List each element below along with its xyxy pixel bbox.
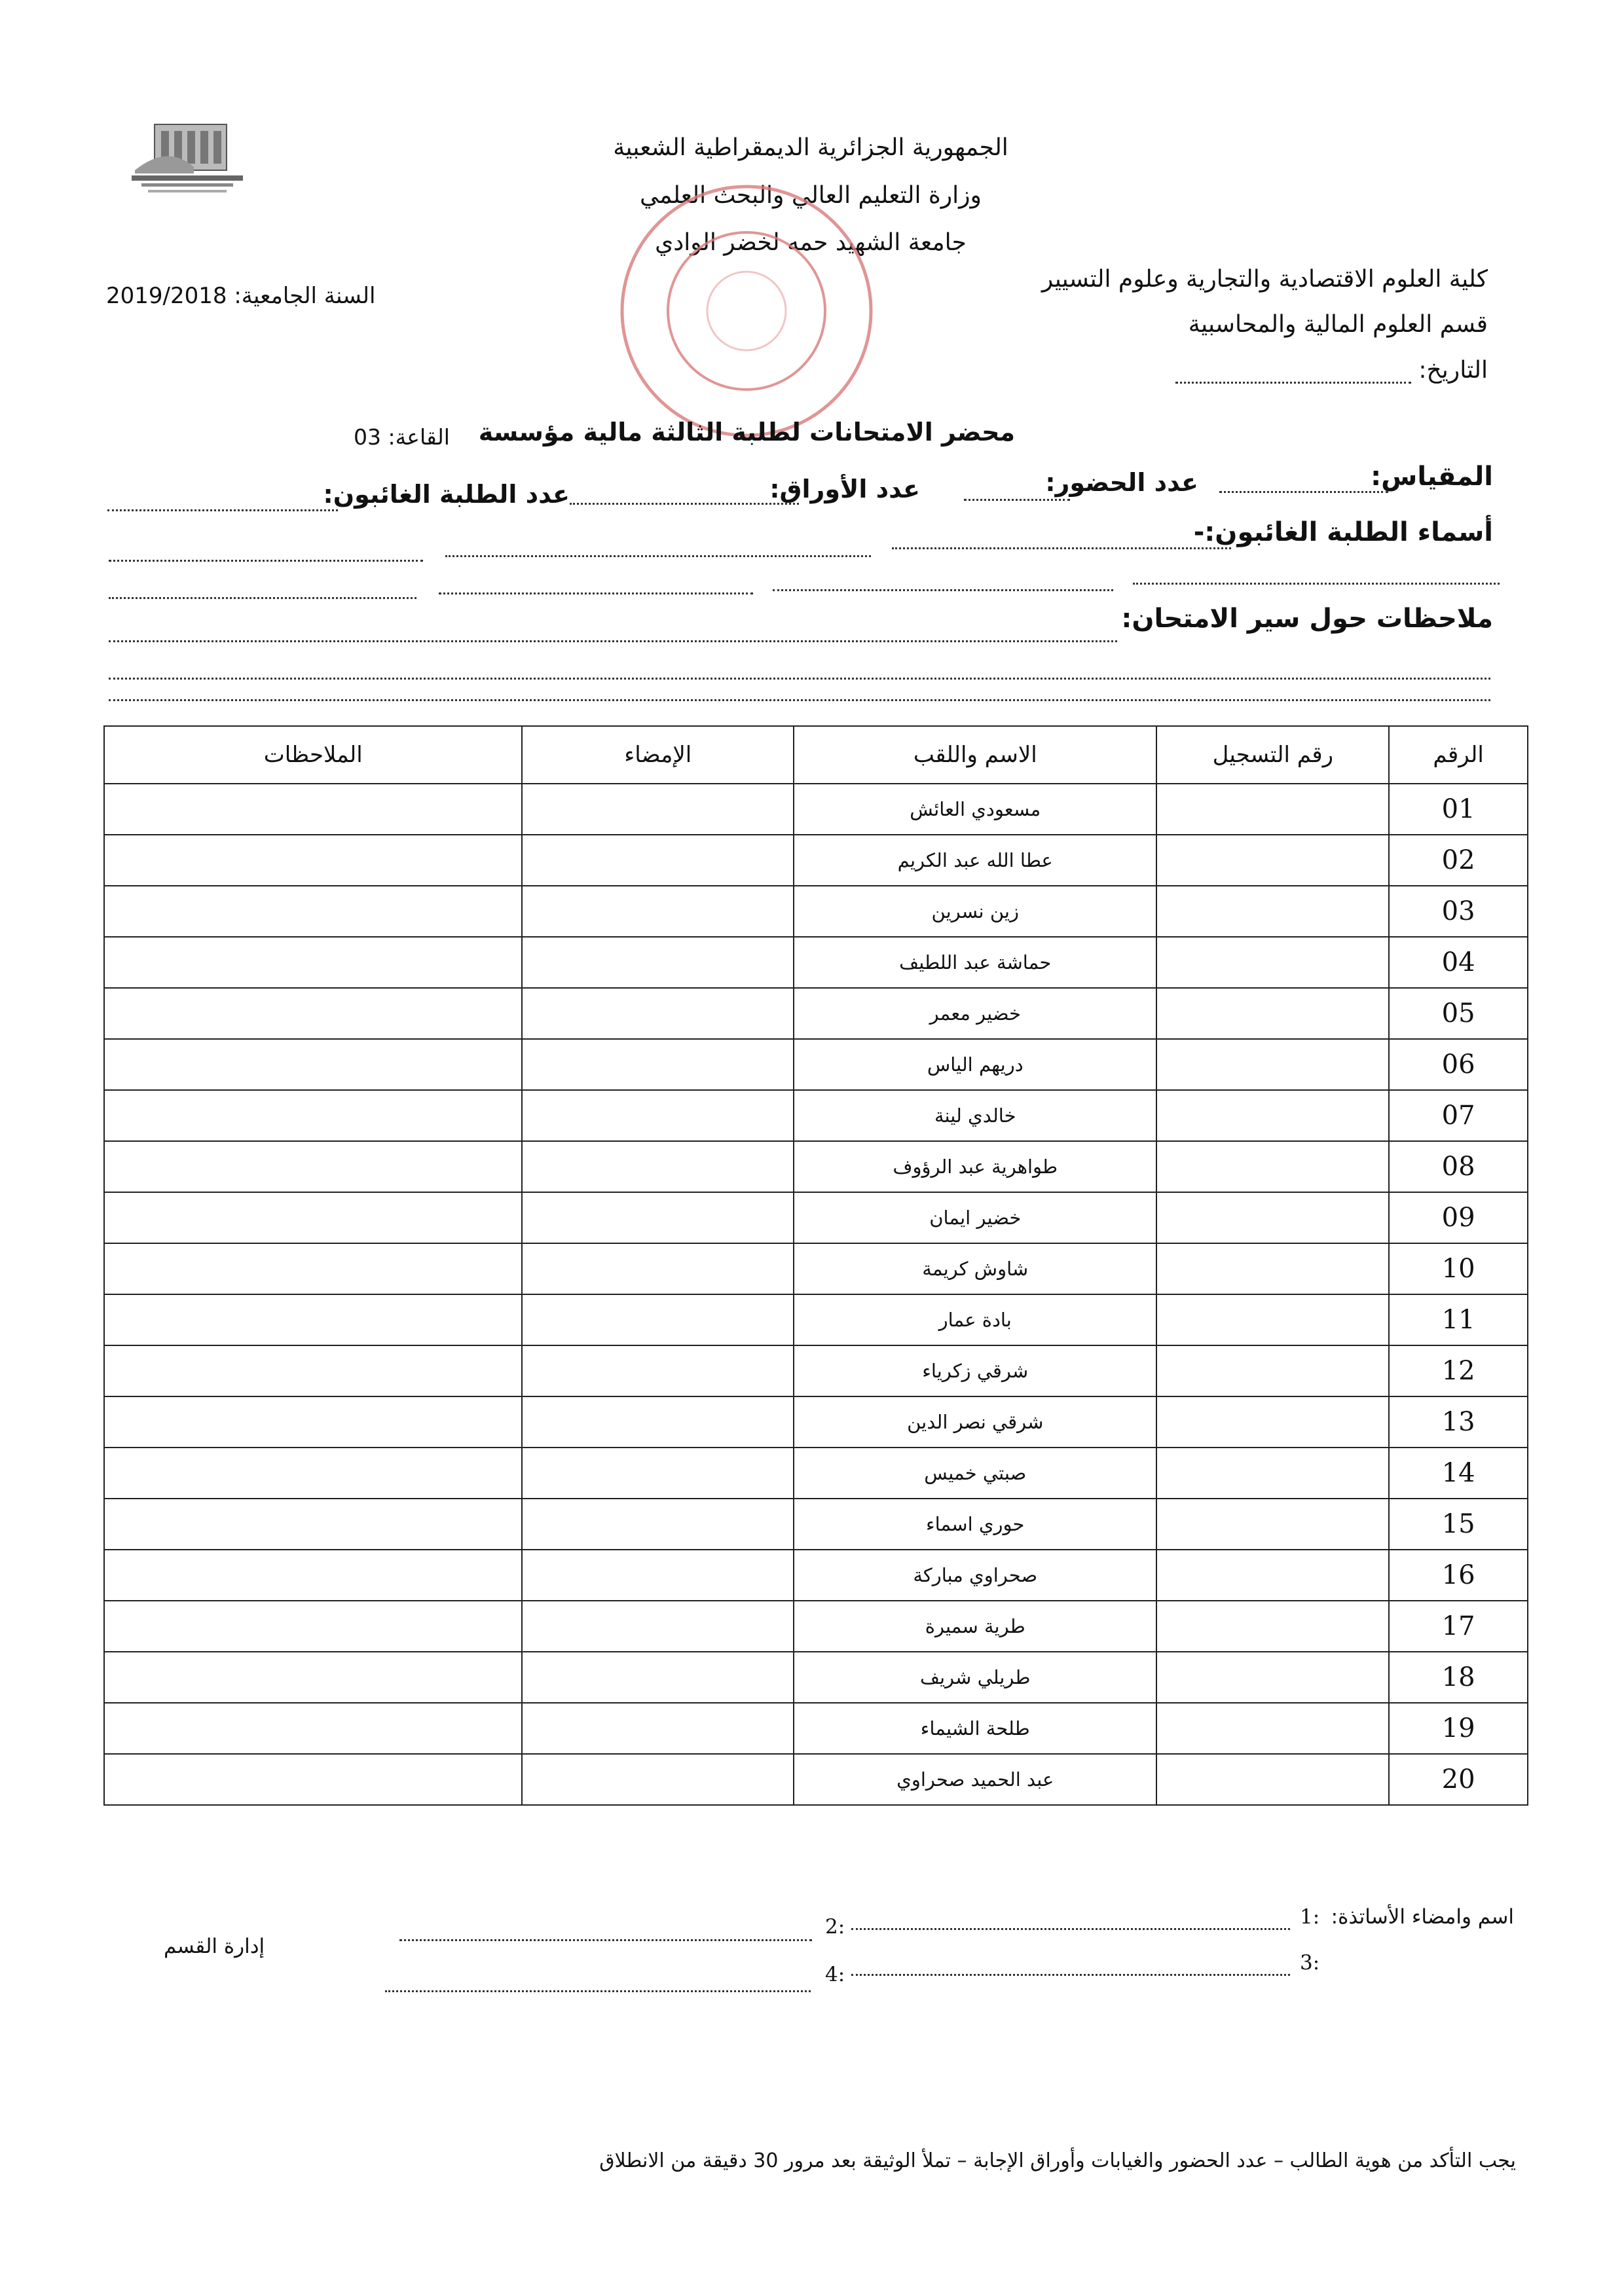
signature-cell[interactable] <box>522 835 794 886</box>
row-number: 04 <box>1389 937 1528 988</box>
student-name: عبد الحميد صحراوي <box>794 1754 1156 1805</box>
subject-field[interactable] <box>1219 491 1388 493</box>
absent-name-field-5[interactable] <box>773 589 1113 591</box>
student-name: طريلي شريف <box>794 1652 1156 1703</box>
remarks-cell[interactable] <box>104 1141 522 1192</box>
absent-name-field-2[interactable] <box>445 555 871 557</box>
table-row <box>104 937 1528 988</box>
teacher-slot-1-label: 1: <box>1300 1905 1320 1929</box>
signature-cell[interactable] <box>522 886 794 937</box>
student-name: حماشة عبد اللطيف <box>794 937 1156 988</box>
exam-notes-field-1[interactable] <box>109 640 1117 642</box>
remarks-cell[interactable] <box>104 1703 522 1754</box>
exam-notes-field-3[interactable] <box>109 699 1490 701</box>
remarks-cell[interactable] <box>104 1601 522 1652</box>
date-label <box>1175 357 1488 384</box>
signature-cell[interactable] <box>522 1448 794 1499</box>
remarks-cell[interactable] <box>104 1550 522 1601</box>
signature-cell[interactable] <box>522 988 794 1039</box>
row-number: 18 <box>1389 1652 1528 1703</box>
table-row <box>104 988 1528 1039</box>
teacher-slot-1-field[interactable] <box>851 1928 1290 1930</box>
table-row <box>104 1396 1528 1448</box>
exam-notes-field-2[interactable] <box>109 678 1490 680</box>
registration-cell[interactable] <box>1156 1090 1389 1141</box>
table-row <box>104 1754 1528 1805</box>
remarks-cell[interactable] <box>104 1754 522 1805</box>
registration-cell[interactable] <box>1156 988 1389 1039</box>
university-logo <box>128 118 246 196</box>
registration-cell[interactable] <box>1156 937 1389 988</box>
row-number: 02 <box>1389 835 1528 886</box>
row-number: 03 <box>1389 886 1528 937</box>
university-title: جامعة الشهيد حمه لخضر الوادي <box>655 229 967 256</box>
department-name: قسم العلوم المالية والمحاسبية <box>1188 311 1488 338</box>
registration-cell[interactable] <box>1156 1243 1389 1294</box>
remarks-cell[interactable] <box>104 1243 522 1294</box>
student-name: زين نسرين <box>794 886 1156 937</box>
signature-cell[interactable] <box>522 1396 794 1448</box>
row-number: 01 <box>1389 784 1528 835</box>
signature-cell[interactable] <box>522 1652 794 1703</box>
papers-field[interactable] <box>570 503 799 505</box>
col-header-name: الاسم واللقب <box>794 726 1156 784</box>
student-name: مسعودي العائش <box>794 784 1156 835</box>
remarks-cell[interactable] <box>104 835 522 886</box>
footer-instruction: يجب التأكد من هوية الطالب – عدد الحضور والغيابات وأوراق الإجابة – تملأ الوثيقة بعد مرور 30 دقيقة من الانطلاق <box>599 2149 1516 2172</box>
row-number: 19 <box>1389 1703 1528 1754</box>
absent-names-label: أسماء الطلبة الغائبون:- <box>1193 517 1493 547</box>
absent-name-field-4[interactable] <box>1133 583 1500 585</box>
absent-count-label: عدد الطلبة الغائبون: <box>323 480 570 509</box>
table-row <box>104 1345 1528 1396</box>
row-number: 15 <box>1389 1499 1528 1550</box>
registration-cell[interactable] <box>1156 1294 1389 1345</box>
row-number: 07 <box>1389 1090 1528 1141</box>
ministry-title: وزارة التعليم العالي والبحث العلمي <box>640 182 982 209</box>
table-row <box>104 1090 1528 1141</box>
student-name: طرية سميرة <box>794 1601 1156 1652</box>
department-administration: إدارة القسم <box>164 1935 265 1958</box>
absent-name-field-3[interactable] <box>109 560 423 562</box>
table-row <box>104 1243 1528 1294</box>
signature-cell[interactable] <box>522 1345 794 1396</box>
remarks-cell[interactable] <box>104 1396 522 1448</box>
student-name: طلحة الشيماء <box>794 1703 1156 1754</box>
registration-cell[interactable] <box>1156 1141 1389 1192</box>
registration-cell[interactable] <box>1156 1345 1389 1396</box>
signature-cell[interactable] <box>522 1090 794 1141</box>
signature-cell[interactable] <box>522 784 794 835</box>
signature-cell[interactable] <box>522 1192 794 1243</box>
academic-year: السنة الجامعية: 2019/2018 <box>106 283 376 309</box>
row-number: 11 <box>1389 1294 1528 1345</box>
remarks-cell[interactable] <box>104 1294 522 1345</box>
report-title: محضر الامتحانات لطلبة الثالثة مالية مؤسسة <box>478 418 1015 446</box>
col-header-signature: الإمضاء <box>522 726 794 784</box>
table-header-row <box>104 726 1528 784</box>
registration-cell[interactable] <box>1156 1396 1389 1448</box>
row-number: 10 <box>1389 1243 1528 1294</box>
student-name: دريهم الياس <box>794 1039 1156 1090</box>
signature-cell[interactable] <box>522 1703 794 1754</box>
signature-cell[interactable] <box>522 937 794 988</box>
table-row <box>104 835 1528 886</box>
table-row <box>104 784 1528 835</box>
republic-title: الجمهورية الجزائرية الديمقراطية الشعبية <box>613 134 1008 161</box>
row-number: 08 <box>1389 1141 1528 1192</box>
table-row <box>104 1601 1528 1652</box>
remarks-cell[interactable] <box>104 1345 522 1396</box>
student-name: طواهرية عبد الرؤوف <box>794 1141 1156 1192</box>
table-row <box>104 1499 1528 1550</box>
signature-cell[interactable] <box>522 1499 794 1550</box>
signature-cell[interactable] <box>522 1039 794 1090</box>
teacher-slot-2-field[interactable] <box>399 1939 812 1941</box>
exam-notes-label: ملاحظات حول سير الامتحان: <box>1121 604 1493 634</box>
col-header-remarks: الملاحظات <box>104 726 522 784</box>
absent-count-field[interactable] <box>107 509 338 511</box>
registration-cell[interactable] <box>1156 835 1389 886</box>
remarks-cell[interactable] <box>104 886 522 937</box>
registration-cell[interactable] <box>1156 1652 1389 1703</box>
registration-cell[interactable] <box>1156 886 1389 937</box>
student-name: صبتي خميس <box>794 1448 1156 1499</box>
table-row <box>104 1652 1528 1703</box>
row-number: 17 <box>1389 1601 1528 1652</box>
table-row <box>104 1141 1528 1192</box>
attendance-label: عدد الحضور: <box>1045 468 1198 497</box>
row-number: 09 <box>1389 1192 1528 1243</box>
registration-cell[interactable] <box>1156 1192 1389 1243</box>
table-row <box>104 1703 1528 1754</box>
remarks-cell[interactable] <box>104 937 522 988</box>
student-name: صحراوي مباركة <box>794 1550 1156 1601</box>
remarks-cell[interactable] <box>104 1192 522 1243</box>
teachers-label: اسم وامضاء الأساتذة: <box>1331 1905 1514 1929</box>
signature-cell[interactable] <box>522 1141 794 1192</box>
col-header-registration: رقم التسجيل <box>1156 726 1389 784</box>
registration-cell[interactable] <box>1156 1039 1389 1090</box>
row-number: 12 <box>1389 1345 1528 1396</box>
registration-cell[interactable] <box>1156 1754 1389 1805</box>
row-number: 16 <box>1389 1550 1528 1601</box>
student-name: خضير ايمان <box>794 1192 1156 1243</box>
papers-label: عدد الأوراق: <box>769 475 920 503</box>
table-row <box>104 1294 1528 1345</box>
student-name: شاوش كريمة <box>794 1243 1156 1294</box>
table-row <box>104 1192 1528 1243</box>
signature-cell[interactable] <box>522 1550 794 1601</box>
remarks-cell[interactable] <box>104 1652 522 1703</box>
subject-label: المقياس: <box>1371 462 1493 492</box>
room-number: القاعة: 03 <box>354 424 450 450</box>
remarks-cell[interactable] <box>104 988 522 1039</box>
remarks-cell[interactable] <box>104 784 522 835</box>
teacher-slot-3-label: 3: <box>1300 1951 1320 1975</box>
teacher-slot-2-label: 2: <box>825 1915 845 1939</box>
table-row <box>104 1039 1528 1090</box>
absent-name-field-6[interactable] <box>439 592 753 594</box>
registration-cell[interactable] <box>1156 1499 1389 1550</box>
registration-cell[interactable] <box>1156 784 1389 835</box>
signature-cell[interactable] <box>522 1601 794 1652</box>
remarks-cell[interactable] <box>104 1448 522 1499</box>
official-stamp <box>612 177 881 445</box>
registration-cell[interactable] <box>1156 1448 1389 1499</box>
attendance-field[interactable] <box>964 499 1070 501</box>
table-row <box>104 886 1528 937</box>
registration-cell[interactable] <box>1156 1601 1389 1652</box>
remarks-cell[interactable] <box>104 1039 522 1090</box>
table-row <box>104 1448 1528 1499</box>
date-label-text: التاريخ: <box>1418 357 1488 384</box>
absent-name-field-1[interactable] <box>892 547 1231 549</box>
remarks-cell[interactable] <box>104 1499 522 1550</box>
teacher-slot-3-field[interactable] <box>851 1974 1290 1976</box>
row-number: 06 <box>1389 1039 1528 1090</box>
student-name: عطا الله عبد الكريم <box>794 835 1156 886</box>
student-name: شرقي زكرياء <box>794 1345 1156 1396</box>
registration-cell[interactable] <box>1156 1550 1389 1601</box>
student-name: خضير معمر <box>794 988 1156 1039</box>
teacher-slot-4-field[interactable] <box>385 1990 811 1992</box>
row-number: 13 <box>1389 1396 1528 1448</box>
students-table <box>103 725 1528 1806</box>
remarks-cell[interactable] <box>104 1090 522 1141</box>
student-name: حوري اسماء <box>794 1499 1156 1550</box>
student-name: بادة عمار <box>794 1294 1156 1345</box>
absent-name-field-7[interactable] <box>109 597 416 599</box>
row-number: 20 <box>1389 1754 1528 1805</box>
col-header-number: الرقم <box>1389 726 1528 784</box>
row-number: 05 <box>1389 988 1528 1039</box>
signature-cell[interactable] <box>522 1294 794 1345</box>
row-number: 14 <box>1389 1448 1528 1499</box>
teacher-slot-4-label: 4: <box>825 1963 845 1986</box>
signature-cell[interactable] <box>522 1754 794 1805</box>
signature-cell[interactable] <box>522 1243 794 1294</box>
registration-cell[interactable] <box>1156 1703 1389 1754</box>
faculty-name: كلية العلوم الاقتصادية والتجارية وعلوم التسيير <box>1041 266 1488 293</box>
date-field[interactable] <box>1175 381 1411 384</box>
table-row <box>104 1550 1528 1601</box>
student-name: خالدي لينة <box>794 1090 1156 1141</box>
student-name: شرقي نصر الدين <box>794 1396 1156 1448</box>
